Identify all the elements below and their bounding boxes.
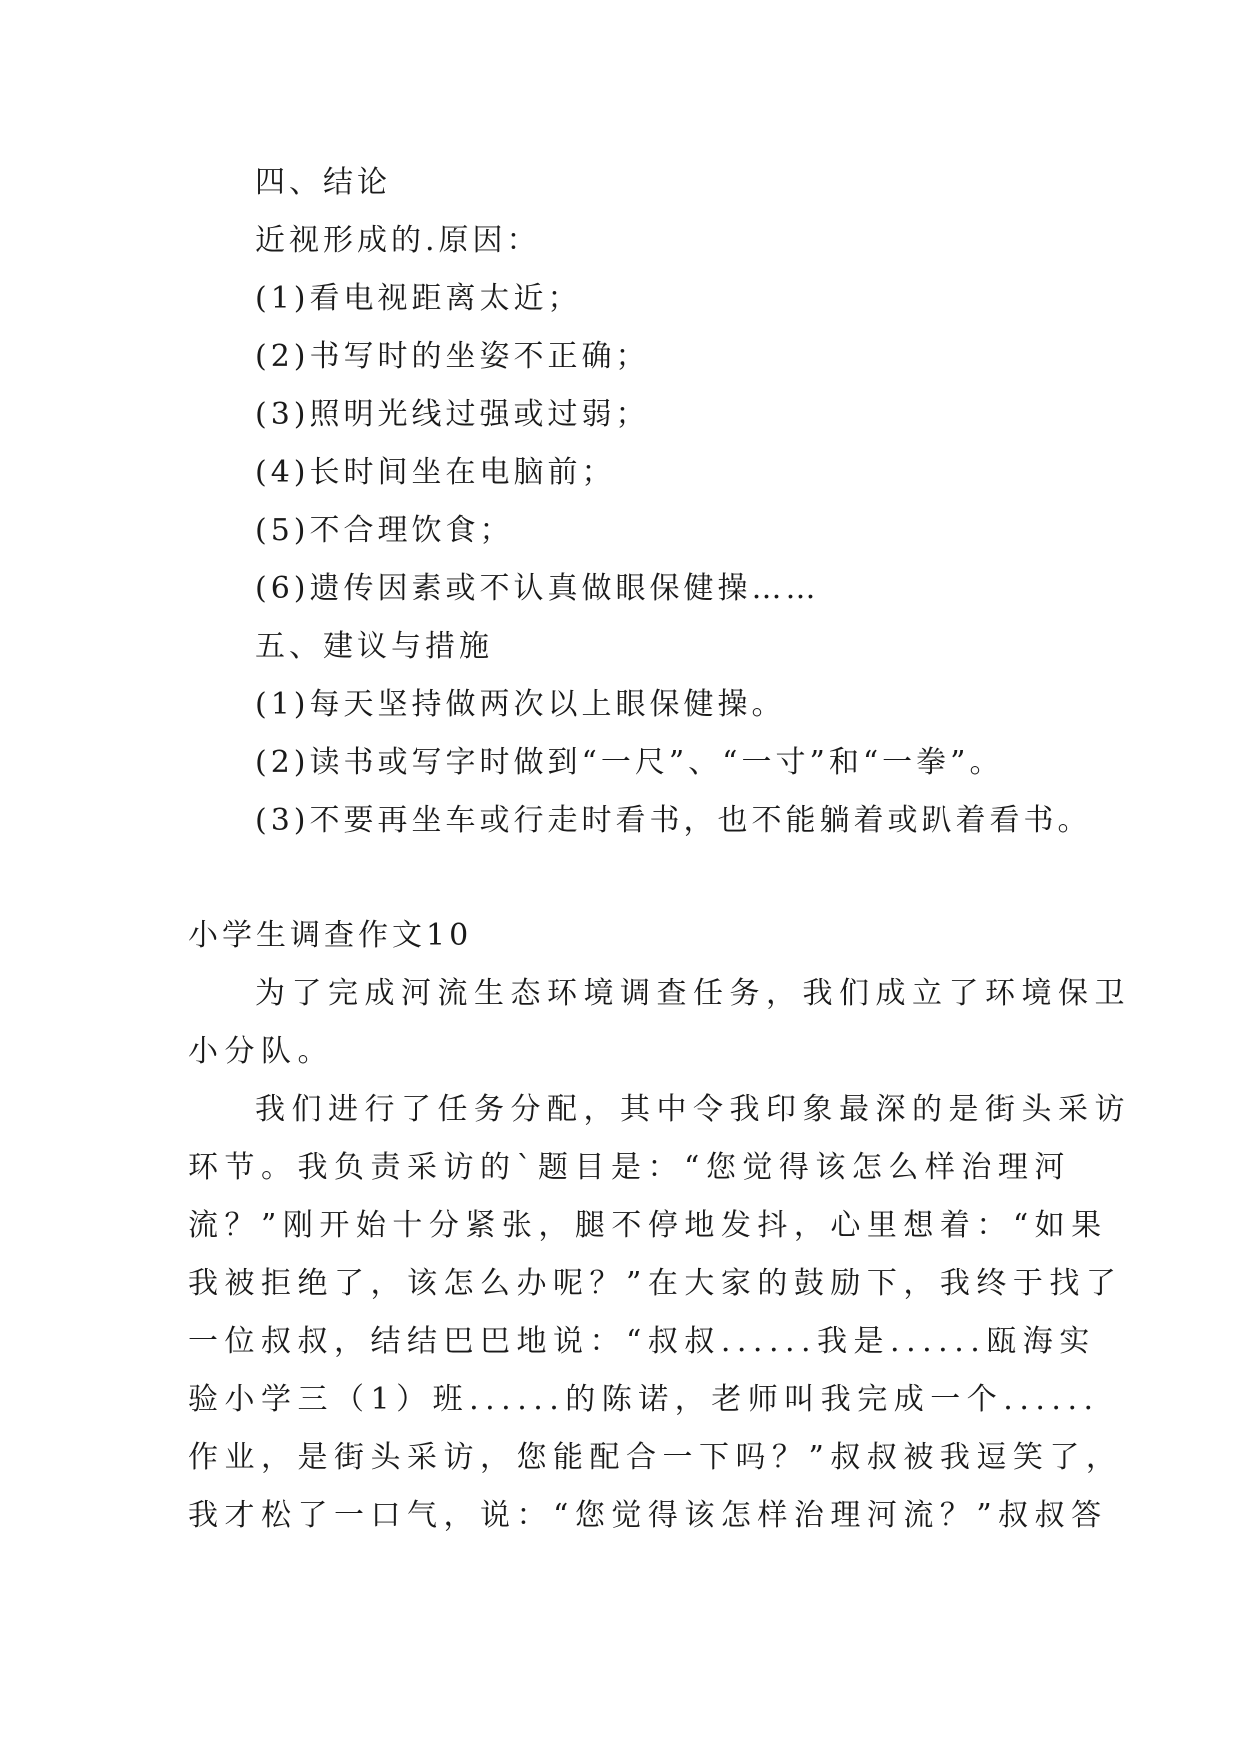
essay-line: 流？”刚开始十分紧张，腿不停地发抖，心里想着：“如果 xyxy=(188,1208,1108,1243)
suggestion-item-1: (1)每天坚持做两次以上眼保健操。 xyxy=(255,687,786,722)
cause-item-3: (3)照明光线过强或过弱； xyxy=(255,397,650,432)
essay-line: 一位叔叔，结结巴巴地说：“叔叔......我是......瓯海实 xyxy=(188,1324,1096,1359)
causes-intro: 近视形成的.原因： xyxy=(255,223,541,258)
essay-line: 验小学三（1）班......的陈诺，老师叫我完成一个...... xyxy=(188,1382,1100,1417)
essay-line: 小分队。 xyxy=(188,1034,334,1069)
essay-line: 作业，是街头采访，您能配合一下吗？”叔叔被我逗笑了， xyxy=(188,1440,1123,1475)
essay-line: 我才松了一口气，说：“您觉得该怎样治理河流？”叔叔答 xyxy=(188,1498,1108,1533)
suggestion-item-3: (3)不要再坐车或行走时看书，也不能躺着或趴着看书。 xyxy=(255,803,1092,838)
essay-title: 小学生调查作文10 xyxy=(188,918,473,953)
essay-line: 环节。我负责采访的`题目是：“您觉得该怎么样治理河 xyxy=(188,1150,1071,1185)
cause-item-4: (4)长时间坐在电脑前； xyxy=(255,455,616,490)
suggestion-item-2: (2)读书或写字时做到“一尺”、“一寸”和“一拳”。 xyxy=(255,745,1004,780)
essay-line: 我被拒绝了，该怎么办呢？”在大家的鼓励下，我终于找了 xyxy=(188,1266,1123,1301)
cause-item-2: (2)书写时的坐姿不正确； xyxy=(255,339,650,374)
essay-line: 我们进行了任务分配，其中令我印象最深的是街头采访 xyxy=(255,1092,1131,1127)
cause-item-1: (1)看电视距离太近； xyxy=(255,281,582,316)
section-heading-suggestions: 五、建议与措施 xyxy=(255,629,493,664)
section-heading-conclusion: 四、结论 xyxy=(255,165,391,200)
cause-item-6: (6)遗传因素或不认真做眼保健操…… xyxy=(255,571,820,606)
essay-line: 为了完成河流生态环境调查任务，我们成立了环境保卫 xyxy=(255,976,1131,1011)
cause-item-5: (5)不合理饮食； xyxy=(255,513,514,548)
